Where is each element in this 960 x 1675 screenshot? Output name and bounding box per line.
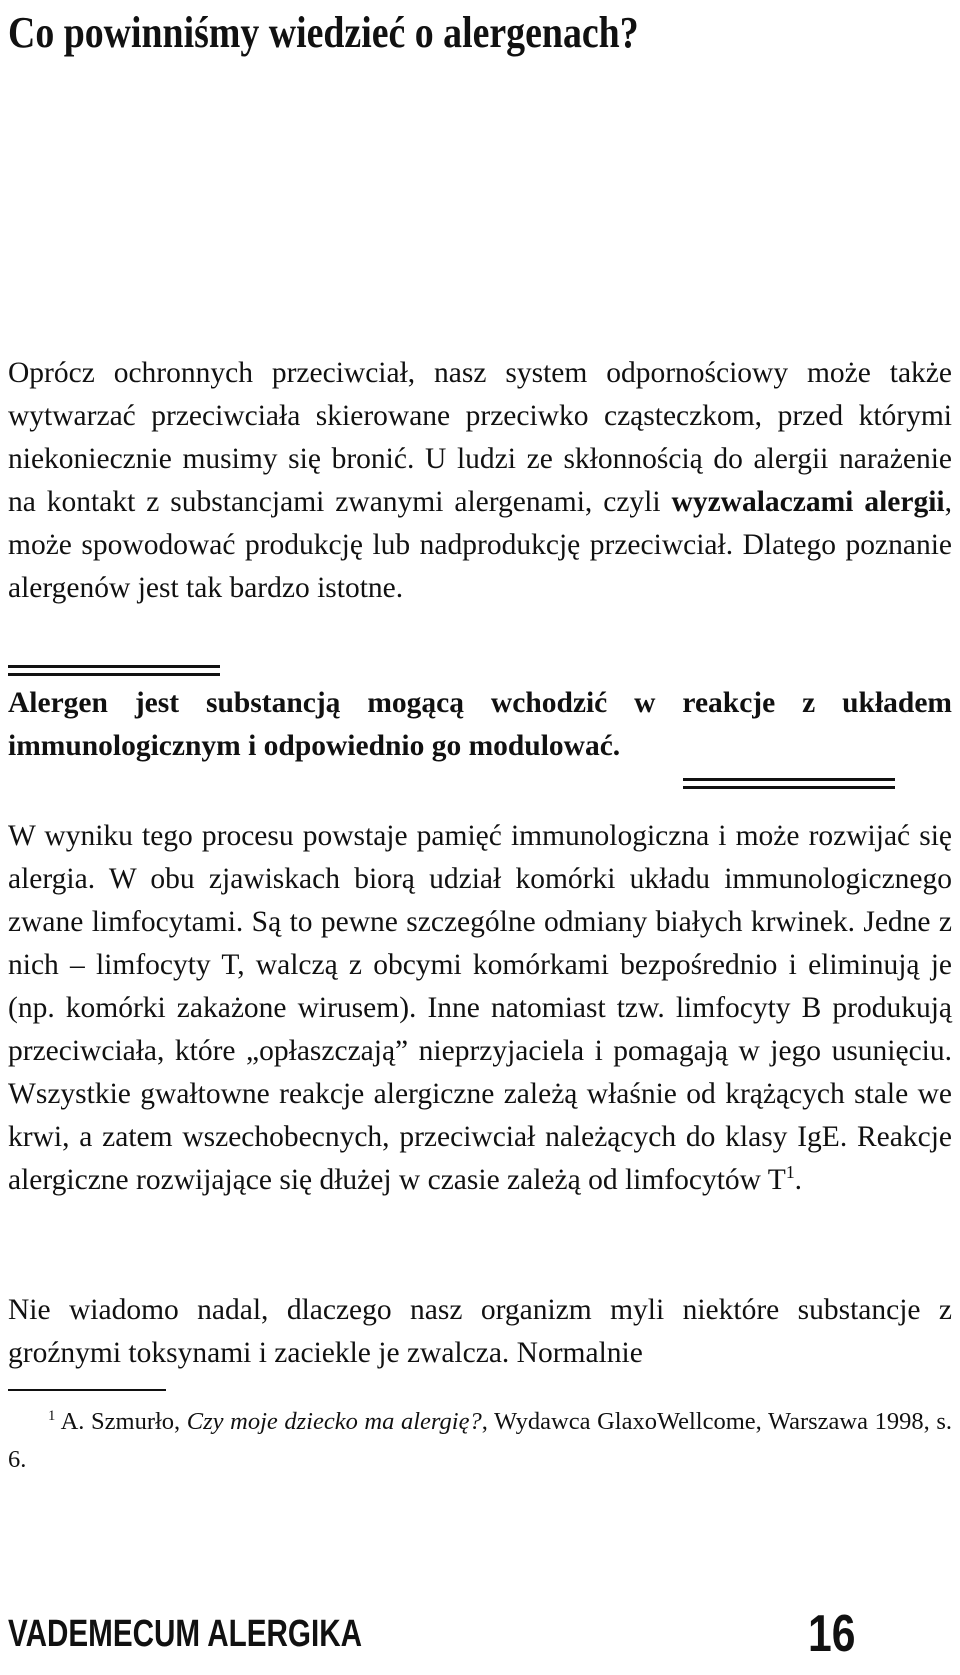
highlight-bottom-rule	[683, 778, 895, 789]
page-title: Co powinniśmy wiedzieć o alergenach?	[8, 8, 639, 57]
intro-paragraph	[8, 352, 952, 610]
intro-bold-term: wyzwalaczami alergii	[671, 486, 945, 518]
definition-highlight: Alergen jest substancją mogącą wchodzić w reakcje z układem immunologicznym i odpowiednio go modulować.	[8, 687, 952, 762]
body-text-end: .	[794, 1164, 803, 1196]
footnote	[8, 1403, 952, 1479]
footnote-reference[interactable]: 1	[785, 1162, 795, 1183]
footnote-marker: 1	[48, 1407, 56, 1424]
footnote-title: Czy moje dziecko ma alergię?	[186, 1408, 482, 1435]
continuation-paragraph: Nie wiadomo nadal, dlaczego nasz organizm myli niektóre substancje z groźnymi toksynami i zaciekle je zwalcza. Normalnie	[8, 1294, 952, 1369]
highlight-top-rule	[8, 665, 220, 676]
body-text: W wyniku tego procesu powstaje pamięć immunologiczna i może rozwijać się alergia. W obu zjawiskach biorą udział komórki układu immunologicznego zwane limfocytami. Są to pewne szczególne odmiany białych krwinek. Jedne z nich – limfocyty T, walczą z obcymi komórkami bezpośrednio i eliminują je (np. komórki zakażone wirusem). Inne natomiast tzw. limfocyty B produkują przeciwciała, które „opłaszczają” nieprzyjaciela i pomagają w jego usunięciu. Wszystkie gwałtowne reakcje alergiczne zależą właśnie od krążących stale we krwi, a zatem wszechobecnych, przeciwciał należących do klasy IgE. Reakcje alergiczne rozwijające się dłużej w czasie zależą od limfocytów T	[8, 820, 952, 1196]
footnote-author: A. Szmurło,	[55, 1408, 187, 1435]
footnote-publication: , Wydawca GlaxoWellcome, Warszawa 1998, s. 6.	[8, 1408, 952, 1473]
intro-text-start: Oprócz ochronnych przeciwciał, nasz system odpornościowy może także wytwarzać przeciwciała skierowane przeciwko cząsteczkom, przed którymi niekoniecznie musimy się bronić. U ludzi ze skłonnością do alergii narażenie na kontakt z substancjami zwanymi alergenami, czyli	[8, 357, 952, 518]
body-paragraph	[8, 815, 952, 1202]
footnote-separator	[8, 1389, 166, 1391]
intro-text-end: , może spowodować produkcję lub nadprodukcję przeciwciał. Dlatego poznanie alergenów jest tak bardzo istotne.	[8, 486, 952, 604]
page-number: 16	[808, 1605, 856, 1663]
footer-title: VADEMECUM ALERGIKA	[8, 1613, 363, 1655]
